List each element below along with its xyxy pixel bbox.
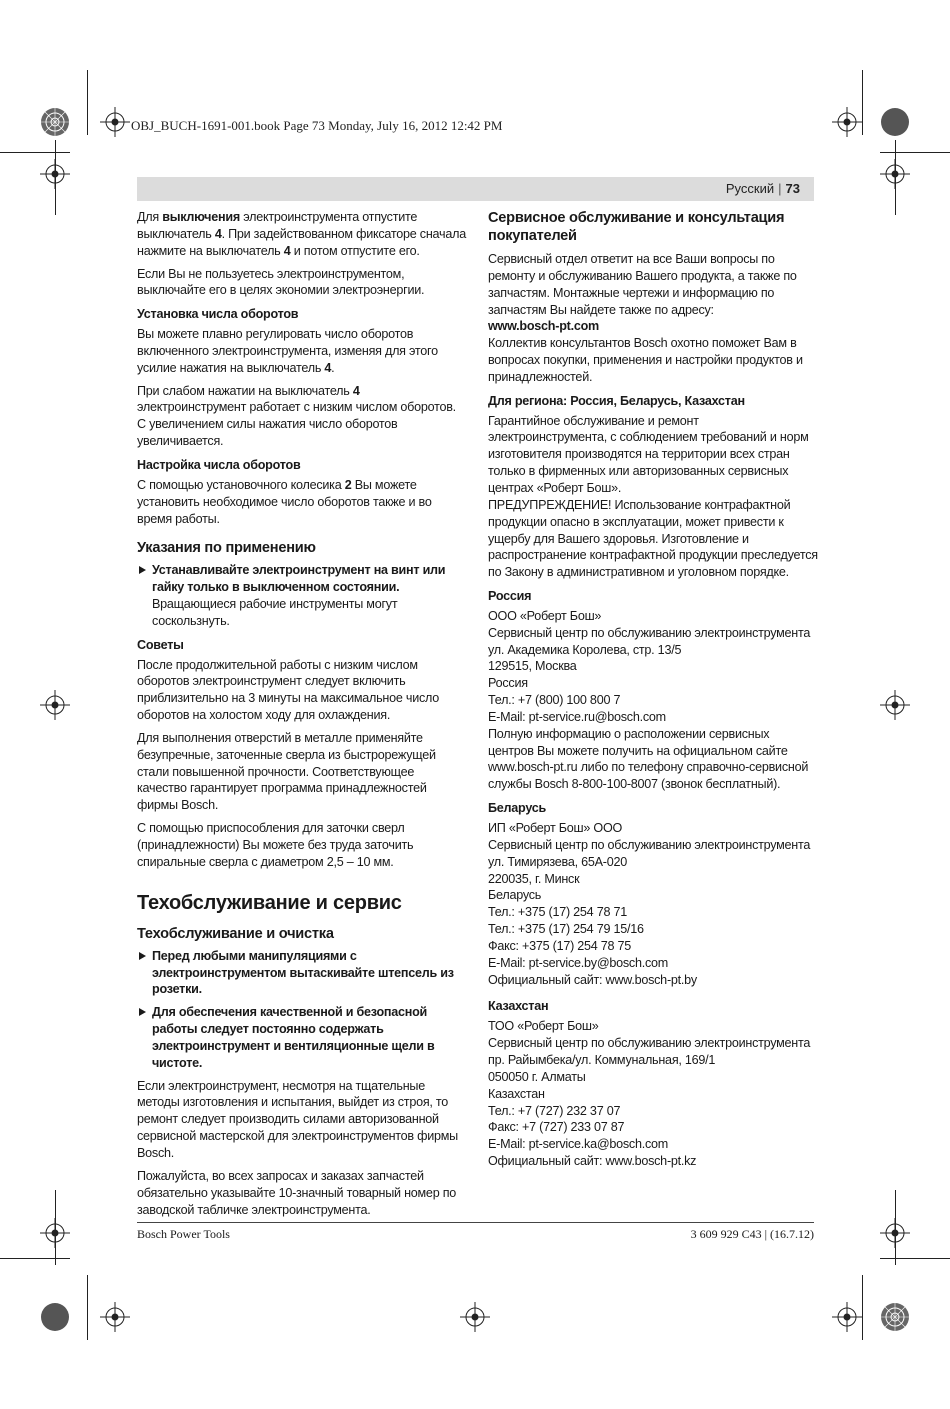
heading-speed-setting: Установка числа оборотов xyxy=(137,307,299,322)
crosshair-icon xyxy=(832,107,862,137)
crosshair-icon xyxy=(100,1302,130,1332)
address-line: Факс: +7 (727) 233 07 87 xyxy=(488,1120,625,1135)
crosshair-icon xyxy=(40,1218,70,1248)
footer-doc-number: 3 609 929 C43 | (16.7.12) xyxy=(690,1227,814,1241)
address-line: ООО «Роберт Бош» xyxy=(488,608,602,623)
paragraph-service-dept: Сервисный отдел ответит на все Ваши вопросы по ремонту и обслуживанию Вашего продукта, а также по запчастям. Монтажные чертежи и информацию по запчастям Вы найдете также по адресу: www.bosch-pt.com Коллектив консультантов Bosch охотно поможет Вам в вопросах покупки, применения и настройки продуктов и принадлежностей. xyxy=(488,252,803,384)
address-line: Сервисный центр по обслуживанию электроинструмента xyxy=(488,1036,811,1051)
heading-russia: Россия xyxy=(488,589,532,604)
address-line: 129515, Москва xyxy=(488,659,577,674)
bullet-item: Перед любыми манипуляциями с электроинструментом вытаскивайте штепсель из розетки. xyxy=(137,948,467,999)
registration-mark-icon xyxy=(880,1302,910,1332)
paragraph-repair: Если электроинструмент, несмотря на тщательные методы изготовления и испытания, выйдет из строя, то ремонт следует производить силами авторизованной сервисной мастерской для электроинструментов фирмы Bosch. xyxy=(137,1078,458,1160)
address-line: Тел.: +375 (17) 254 78 71 xyxy=(488,905,627,920)
bullet-triangle-icon xyxy=(139,1008,146,1016)
address-line: ТОО «Роберт Бош» xyxy=(488,1019,599,1034)
heading-maintenance-service: Техобслуживание и сервис xyxy=(137,891,402,914)
paragraph-russia-info: Полную информацию о расположении сервисных центров Вы можете получить на официальном сайте www.bosch-pt.ru либо по телефону справочно-сервисной службы Bosch 8-800-100-8007 (звонок бесплатный). xyxy=(488,726,809,792)
address-line: Факс: +375 (17) 254 78 75 xyxy=(488,938,632,953)
bullet-item: Для обеспечения качественной и безопасной работы следует постоянно содержать электроинструмент и вентиляционные щели в чистоте. xyxy=(137,1004,467,1071)
heading-maintenance-cleaning: Техобслуживание и очистка xyxy=(137,925,334,942)
crosshair-icon xyxy=(880,1218,910,1248)
address-line: Сервисный центр по обслуживанию электроинструмента xyxy=(488,625,811,640)
address-line: E-Mail: pt-service.ru@bosch.com xyxy=(488,709,666,724)
left-column xyxy=(137,209,467,1224)
address-line: E-Mail: pt-service.by@bosch.com xyxy=(488,955,669,970)
heading-belarus: Беларусь xyxy=(488,801,547,816)
address-line: Тел.: +7 (800) 100 800 7 xyxy=(488,693,621,708)
address-line: Тел.: +7 (727) 232 37 07 xyxy=(488,1103,621,1118)
address-line: 220035, г. Минск xyxy=(488,871,580,886)
paragraph-low-speed: При слабом нажатии на выключатель 4 электроинструмент работает с низким числом оборотов. С увеличением силы нажатия число оборотов увеличивается. xyxy=(137,383,456,449)
footer-brand: Bosch Power Tools xyxy=(137,1227,230,1241)
address-line: Беларусь xyxy=(488,888,542,903)
page-number: 73 xyxy=(785,181,800,196)
registration-mark-icon xyxy=(40,107,70,137)
address-kazakhstan xyxy=(488,1018,818,1170)
header-language: Русский xyxy=(725,181,775,196)
address-russia xyxy=(488,608,818,726)
crosshair-icon xyxy=(40,159,70,189)
paragraph-metal-drilling: Для выполнения отверстий в металле применяйте безупречные, заточенные сверла из быстрорежущей стали повышенной прочности. Соответствующее качество гарантирует программа принадлежностей фирмы Bosch. xyxy=(137,730,436,813)
heading-speed-adjust: Настройка числа оборотов xyxy=(137,457,301,472)
heading-tips: Советы xyxy=(137,637,184,652)
bosch-url-link[interactable]: www.bosch-pt.com xyxy=(488,319,599,334)
crosshair-icon xyxy=(40,690,70,720)
paragraph-cooling: После продолжительной работы с низким числом оборотов электроинструмент следует включить приблизительно на 3 минуты на максимальное число оборотов на холостом ходу для охлаждения. xyxy=(137,657,440,723)
paragraph-speed-control: Вы можете плавно регулировать число оборотов включенного электроинструмента, изменяя для этого усилие нажатия на выключатель 4. xyxy=(137,327,438,375)
registration-mark-icon xyxy=(880,107,910,137)
heading-kazakhstan: Казахстан xyxy=(488,999,549,1014)
paragraph-part-number: Пожалуйста, во всех запросах и заказах запчастей обязательно указывайте 10-значный товарный номер по заводской табличке электроинструмента. xyxy=(137,1168,457,1217)
print-info-line: OBJ_BUCH-1691-001.book Page 73 Monday, July 16, 2012 12:42 PM xyxy=(131,118,503,133)
crosshair-icon xyxy=(880,690,910,720)
crosshair-icon xyxy=(880,159,910,189)
paragraph-switch-off: Для выключения электроинструмента отпустите выключатель 4. При задействованном фиксаторе сначала нажмите на выключатель 4 и потом отпустите его. xyxy=(137,210,466,258)
address-line: пр. Райымбека/ул. Коммунальная, 169/1 xyxy=(488,1052,716,1067)
crosshair-icon xyxy=(460,1302,490,1332)
crosshair-icon xyxy=(832,1302,862,1332)
address-line: E-Mail: pt-service.ka@bosch.com xyxy=(488,1137,669,1152)
bullet-item: Устанавливайте электроинструмент на винт или гайку только в выключенном состоянии. Вращающиеся рабочие инструменты могут соскользнуть. xyxy=(137,562,467,629)
registration-mark-icon xyxy=(40,1302,70,1332)
address-line: 050050 г. Алматы xyxy=(488,1069,586,1084)
paragraph-thumbwheel: С помощью установочного колесика 2 Вы можете установить необходимое число оборотов также и во время работы. xyxy=(137,477,432,526)
heading-region: Для региона: Россия, Беларусь, Казахстан xyxy=(488,393,745,408)
address-line: Казахстан xyxy=(488,1086,545,1101)
bullet-triangle-icon xyxy=(139,952,146,960)
paragraph-energy-saving: Если Вы не пользуетесь электроинструментом, выключайте его в целях экономии электроэнергии. xyxy=(137,266,425,298)
header-separator: | xyxy=(778,181,782,196)
address-line: ул. Академика Королева, стр. 13/5 xyxy=(488,642,682,657)
address-line: ул. Тимирязева, 65А-020 xyxy=(488,854,627,869)
heading-usage: Указания по применению xyxy=(137,540,316,557)
paragraph-drill-sharpening: С помощью приспособления для заточки сверл (принадлежности) Вы можете без труда заточить спиральные сверла с диаметром 2,5 – 10 мм. xyxy=(137,821,414,869)
address-line: Сервисный центр по обслуживанию электроинструмента xyxy=(488,837,811,852)
address-line: Официальный сайт: www.bosch-pt.kz xyxy=(488,1154,697,1169)
address-line: Официальный сайт: www.bosch-pt.by xyxy=(488,972,697,987)
right-column xyxy=(488,209,818,1170)
page-header xyxy=(137,177,814,201)
footer-divider xyxy=(137,1222,814,1223)
address-belarus xyxy=(488,820,818,988)
paragraph-warning: ПРЕДУПРЕЖДЕНИЕ! Использование контрафактной продукции опасно в эксплуатации, может привести к ущербу для Вашего здоровья. Изготовление и распространение контрафактной продукции преследуется по Закону в административном и уголовном порядке. xyxy=(488,497,818,580)
address-line: Тел.: +375 (17) 254 79 15/16 xyxy=(488,922,644,937)
running-header xyxy=(726,181,800,196)
address-line: ИП «Роберт Бош» ООО xyxy=(488,821,623,835)
bullet-triangle-icon xyxy=(139,566,146,574)
heading-customer-service: Сервисное обслуживание и консультация покупателей xyxy=(488,210,785,244)
crosshair-icon xyxy=(100,107,130,137)
paragraph-warranty: Гарантийное обслуживание и ремонт электроинструмента, с соблюдением требований и норм изготовителя производятся на территории всех стран только в фирменных или авторизованных сервисных центрах «Роберт Бош». xyxy=(488,413,809,495)
address-line: Россия xyxy=(488,676,528,691)
